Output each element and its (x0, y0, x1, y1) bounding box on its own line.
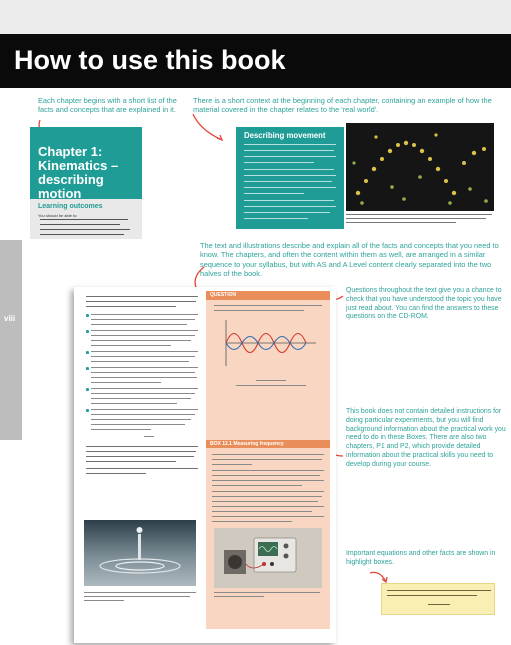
question-figure-caption (216, 378, 326, 388)
photo-caption (346, 212, 494, 226)
text-line (244, 200, 334, 201)
note-questions: Questions throughout the text give you a chance to check that you have understood the topic you have just read about. You can find the answers to these questions on the CD-ROM. (346, 287, 502, 321)
chapter-card-title (38, 145, 142, 201)
text-line (244, 175, 336, 176)
chapter-opener-card (30, 127, 142, 239)
context-box-title: Describing movement (244, 131, 326, 140)
equipment-caption (214, 590, 322, 600)
outcome-line (40, 219, 128, 220)
stroboscopic-photo (346, 123, 494, 211)
water-photo-caption (84, 590, 196, 602)
outcome-line (40, 229, 130, 230)
text-line (244, 162, 314, 163)
learning-outcomes-intro: You should be able to: (38, 213, 78, 218)
chapter-heading: Kinematics – describing motion (38, 158, 119, 201)
text-line (244, 206, 336, 207)
text-line (244, 150, 334, 151)
text-line (244, 187, 336, 188)
text-line (244, 181, 332, 182)
outcome-line (40, 224, 120, 225)
text-line (244, 193, 304, 194)
page-title: How to use this book (14, 45, 286, 75)
context-box (236, 127, 344, 229)
left-column-text (84, 294, 200, 514)
chapter-number: Chapter 1: (38, 144, 103, 159)
water-ripple (84, 520, 196, 586)
water-drop-photo (84, 520, 196, 586)
question-label: QUESTION (210, 292, 237, 298)
note-context: There is a short context at the beginning of each chapter, containing an example of how the material covered in the chapter relates to the 'real world'. (193, 96, 492, 115)
note-text-illustrations: The text and illustrations describe and explain all of the facts and concepts that you need to know. The chapters, and often the content within them as well, are arranged in a similar sequence to your syllabus, but with AS and A Level content clearly separated into the two halves of the book. (200, 241, 499, 279)
photo-dots (346, 123, 494, 211)
box-text (212, 452, 326, 526)
note-equations: Important equations and other facts are shown in highlight boxes. (346, 550, 496, 566)
page-number: viii (4, 314, 16, 323)
text-line (244, 218, 308, 219)
text-line (244, 212, 330, 213)
box-label: BOX 12.1 Measuring frequency (210, 441, 284, 447)
arrow-context (193, 114, 222, 140)
learning-outcomes-heading: Learning outcomes (38, 203, 103, 210)
oscilloscope-photo (214, 528, 322, 588)
text-line (244, 156, 336, 157)
equipment-drawing (214, 528, 322, 588)
highlight-box (381, 583, 495, 615)
outcome-line (40, 234, 124, 235)
wave-graph (216, 316, 320, 376)
text-line (244, 169, 334, 170)
text-line (244, 144, 336, 145)
note-practical: This book does not contain detailed instructions for doing particular experiments, but you will find background information about the practical work you need to do in these Boxes. There are also two chapters, P1 and P2, which provide detailed information about the practical skills you need to develop during your course. (346, 408, 506, 468)
note-chapter-intro: Each chapter begins with a short list of the facts and concepts that are explained in it. (38, 96, 177, 115)
